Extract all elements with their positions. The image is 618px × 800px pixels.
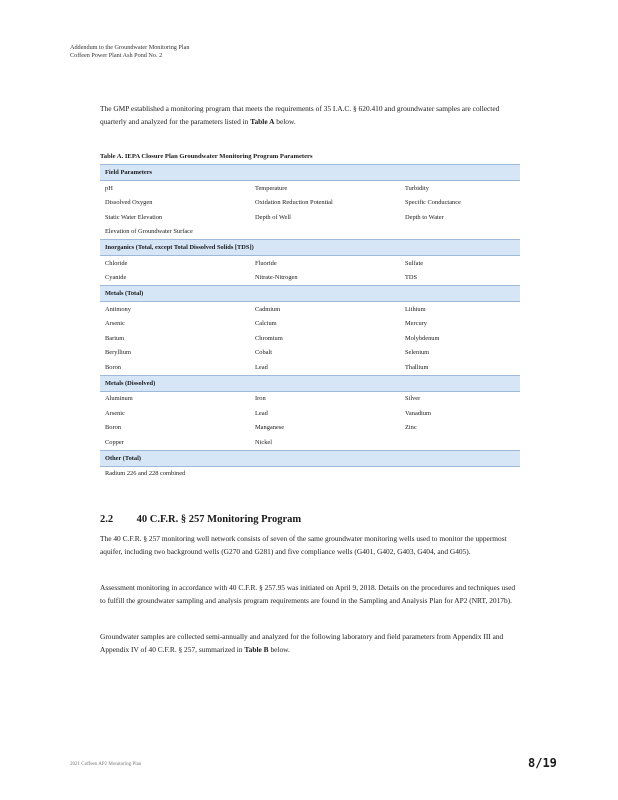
- page-number: 8/19: [528, 756, 557, 770]
- table-cell: Cadmium: [255, 305, 281, 313]
- table-a-reference: Table A: [250, 116, 275, 126]
- intro-text: The GMP established a monitoring program that meets the requirements of 35 I.A.C. § 620.410 and groundwater samples are collected quarterly and analyzed for the parameters listed in: [100, 104, 500, 126]
- table-cell: Turbidity: [405, 184, 429, 192]
- table-cell: [250, 225, 400, 240]
- table-cell: Zinc: [405, 424, 417, 432]
- sampling-text-end: below.: [270, 644, 290, 654]
- table-row: [100, 360, 520, 375]
- table-cell: Lithium: [405, 305, 426, 313]
- table-cell: Boron: [105, 424, 121, 432]
- table-cell: Chloride: [105, 259, 128, 267]
- table-cell: Specific Conductance: [405, 199, 461, 207]
- table-cell: Molybdenum: [405, 334, 440, 342]
- table-row: [100, 391, 520, 406]
- table-cell: Silver: [405, 395, 421, 403]
- paragraph-sampling: [100, 631, 520, 656]
- table-cell: Calcium: [255, 320, 277, 328]
- group-title: Other (Total): [100, 450, 520, 466]
- table-cell: pH: [105, 184, 113, 192]
- table-cell: TDS: [405, 274, 418, 282]
- group-title: Metals (Dissolved): [100, 375, 520, 391]
- table-cell: Boron: [105, 363, 121, 371]
- table-cell: Arsenic: [105, 320, 125, 328]
- table-cell: Thallium: [405, 363, 429, 371]
- table-row: [100, 331, 520, 346]
- table-cell: Fluoride: [255, 259, 277, 267]
- table-cell: [400, 466, 520, 481]
- table-cell: Vanadium: [405, 409, 431, 417]
- group-title: Metals (Total): [100, 286, 520, 302]
- group-title: Inorganics (Total, except Total Dissolved Solids [TDS]): [100, 240, 520, 256]
- header-line-1: Addendum to the Groundwater Monitoring Plan: [70, 44, 190, 51]
- intro-paragraph: [100, 103, 520, 128]
- table-cell: Nickel: [255, 438, 273, 446]
- section-title: 40 C.F.R. § 257 Monitoring Program: [136, 514, 302, 525]
- group-title: Field Parameters: [100, 165, 520, 181]
- table-cell: Dissolved Oxygen: [105, 199, 153, 207]
- section-number: 2.2: [100, 514, 114, 525]
- table-b-reference: Table B: [244, 644, 269, 654]
- table-cell: Radium 226 and 228 combined: [105, 470, 186, 478]
- table-cell: Sulfate: [405, 259, 424, 267]
- table-cell: [250, 466, 400, 481]
- table-cell: Static Water Elevation: [105, 213, 163, 221]
- page-footer: 2021 Coffeen AP2 Monitoring Plan: [70, 762, 142, 767]
- paragraph-assessment-monitoring: Assessment monitoring in accordance with 40 C.F.R. § 257.95 was initiated on April 9, 2018. Details on the procedures and techniques used to fulfill the groundwater sampling and analysis program requirements are found in the Sampling and Analysis Plan for AP2 (NRT, 2017b).: [100, 583, 516, 605]
- table-row: [100, 181, 520, 196]
- table-cell: Elevation of Groundwater Surface: [105, 228, 193, 236]
- table-row: [100, 256, 520, 271]
- page-header: [70, 44, 189, 60]
- table-row: [100, 302, 520, 317]
- table-cell: Cyanide: [105, 274, 127, 282]
- sampling-text: Groundwater samples are collected semi-annually and analyzed for the following laboratory and field parameters from Appendix III and Appendix IV of 40 C.F.R. § 257, summarized in: [100, 632, 504, 654]
- table-cell: Selenium: [405, 349, 430, 357]
- table-cell: Copper: [105, 438, 124, 446]
- table-cell: Iron: [255, 395, 266, 403]
- table-row: [100, 346, 520, 361]
- table-cell: Oxidation Reduction Potential: [255, 199, 333, 207]
- table-cell: Temperature: [255, 184, 288, 192]
- table-group-header: [100, 165, 520, 181]
- table-cell: [400, 225, 520, 240]
- table-cell: Beryllium: [105, 349, 131, 357]
- table-row: [100, 225, 520, 240]
- table-cell: Lead: [255, 363, 268, 371]
- table-group-header: [100, 240, 520, 256]
- table-row: [100, 196, 520, 211]
- table-caption: Table A. IEPA Closure Plan Groundwater Monitoring Program Parameters: [100, 153, 313, 160]
- table-cell: Aluminum: [105, 395, 133, 403]
- table-cell: Arsenic: [105, 409, 125, 417]
- table-cell: Lead: [255, 409, 268, 417]
- table-group-header: [100, 286, 520, 302]
- table-row: [100, 271, 520, 286]
- section-heading: [100, 514, 301, 525]
- header-line-2: Coffeen Power Plant Ash Pond No. 2: [70, 52, 163, 59]
- table-row: [100, 210, 520, 225]
- intro-text-end: below.: [276, 116, 296, 126]
- table-cell: Depth to Water: [405, 213, 444, 221]
- table-cell: Barium: [105, 334, 125, 342]
- table-group-header: [100, 375, 520, 391]
- table-cell: Cobalt: [255, 349, 273, 357]
- table-cell: Depth of Well: [255, 213, 291, 221]
- table-row: [100, 406, 520, 421]
- table-group-header: [100, 450, 520, 466]
- table-cell: Antimony: [105, 305, 131, 313]
- table-row: [100, 435, 520, 450]
- parameters-table: [100, 164, 520, 481]
- paragraph-monitoring-network: The 40 C.F.R. § 257 monitoring well network consists of seven of the same groundwater monitoring wells used to monitor the uppermost aquifer, including two background wells (G270 and G281) and five compliance wells (G401, G402, G403, G404, and G405).: [100, 534, 507, 556]
- table-cell: Manganese: [255, 424, 285, 432]
- table-cell: Mercury: [405, 320, 428, 328]
- table-row: [100, 317, 520, 332]
- table-cell: Nitrate-Nitrogen: [255, 274, 298, 282]
- table-cell: [400, 435, 520, 450]
- table-row: [100, 421, 520, 436]
- table-row: [100, 466, 520, 481]
- table-cell: Chromium: [255, 334, 283, 342]
- parameters-table-body: [100, 165, 520, 482]
